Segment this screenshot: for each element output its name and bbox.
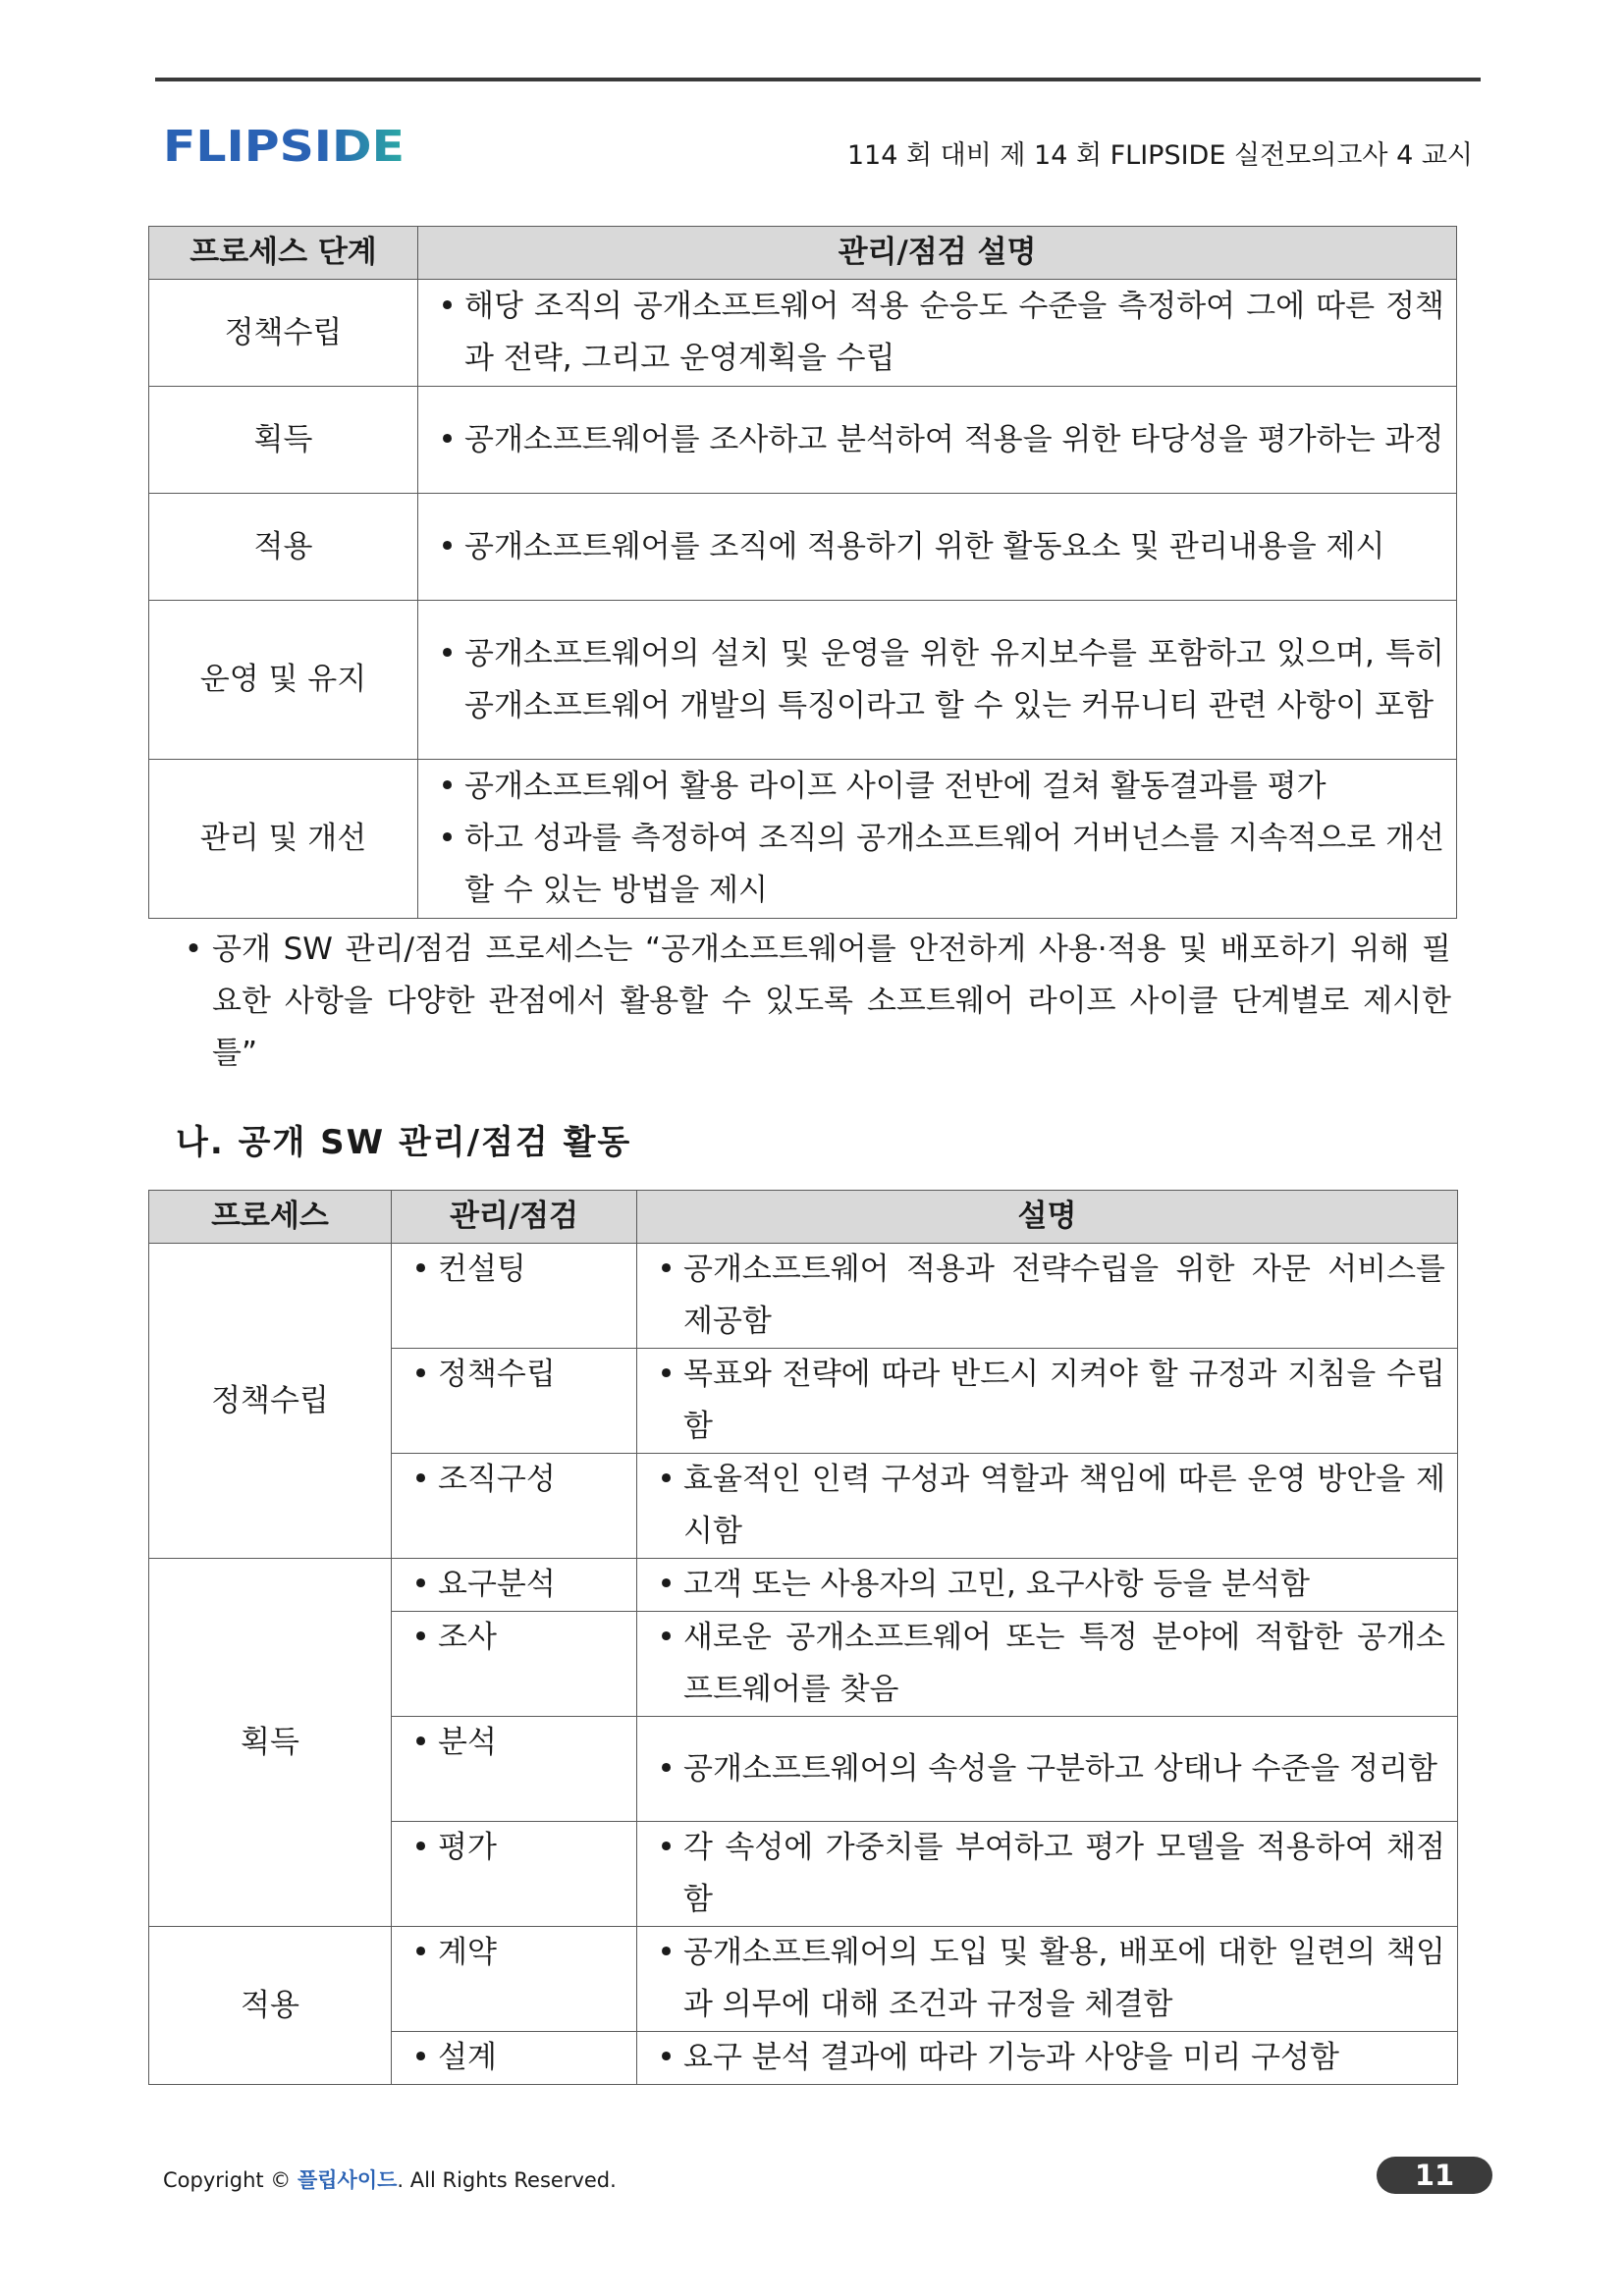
table-header-explanation: 설명 <box>637 1191 1458 1244</box>
explanation-cell: • 고객 또는 사용자의 고민, 요구사항 등을 분석함 <box>637 1559 1458 1612</box>
process-stage-table <box>148 226 1457 919</box>
bullet-item: • 공개소프트웨어를 조직에 적용하기 위한 활동요소 및 관리내용을 제시 <box>438 528 1385 564</box>
activity-cell: • 컨설팅 <box>392 1244 637 1349</box>
table-row <box>149 1244 1458 1349</box>
brand-name: 플립사이드 <box>297 2168 398 2192</box>
explanation-cell: • 각 속성에 가중치를 부여하고 평가 모델을 적용하여 채점함 <box>637 1822 1458 1927</box>
bullet-icon: • <box>184 932 203 967</box>
description-cell <box>418 280 1457 387</box>
copyright-notice: Copyright © 플립사이드. All Rights Reserved. <box>163 2168 617 2192</box>
table-header-stage: 프로세스 단계 <box>149 227 418 280</box>
activity-cell: • 분석 <box>392 1717 637 1822</box>
explanation-cell: • 효율적인 인력 구성과 역할과 책임에 따른 운영 방안을 제시함 <box>637 1454 1458 1559</box>
explanation-cell: • 공개소프트웨어의 도입 및 활용, 배포에 대한 일련의 책임과 의무에 대해 조건과 규정을 체결함 <box>637 1927 1458 2032</box>
table-row <box>149 387 1457 494</box>
bullet-item: • 공개소프트웨어 활용 라이프 사이클 전반에 걸쳐 활동결과를 평가 <box>438 769 1326 804</box>
table-row <box>149 1559 1458 1612</box>
activity-cell: • 계약 <box>392 1927 637 2032</box>
explanation-cell: • 요구 분석 결과에 따라 기능과 사양을 미리 구성함 <box>637 2032 1458 2085</box>
bullet-item: • 공개소프트웨어를 조사하고 분석하여 적용을 위한 타당성을 평가하는 과정 <box>438 421 1444 457</box>
description-cell <box>418 601 1457 760</box>
table-row <box>149 760 1457 919</box>
activity-cell: • 조직구성 <box>392 1454 637 1559</box>
explanation-cell: • 목표와 전략에 따라 반드시 지켜야 할 규정과 지침을 수립함 <box>637 1349 1458 1454</box>
stage-cell: 획득 <box>149 387 418 494</box>
bullet-item: • 하고 성과를 측정하여 조직의 공개소프트웨어 거버넌스를 지속적으로 개선할 수 있는 방법을 제시 <box>438 821 1444 908</box>
explanation-cell: • 공개소프트웨어 적용과 전략수립을 위한 자문 서비스를 제공함 <box>637 1244 1458 1349</box>
process-definition-note: • 공개 SW 관리/점검 프로세스는 “공개소프트웨어를 안전하게 사용·적용 및 배포하기 위해 필요한 사항을 다양한 관점에서 활용할 수 있도록 소프트웨어 라이프 사이클 단계별로 제시한 틀” <box>175 924 1451 1080</box>
stage-cell: 적용 <box>149 494 418 601</box>
table-row <box>149 494 1457 601</box>
management-activity-table <box>148 1190 1458 2085</box>
activity-cell: • 정책수립 <box>392 1349 637 1454</box>
process-cell: 적용 <box>149 1927 392 2085</box>
activity-cell: • 평가 <box>392 1822 637 1927</box>
table-row <box>149 1927 1458 2032</box>
process-cell: 정책수립 <box>149 1244 392 1559</box>
table-header-process: 프로세스 <box>149 1191 392 1244</box>
activity-cell: • 조사 <box>392 1612 637 1717</box>
header-rule <box>155 78 1481 81</box>
page-number-badge: 11 <box>1377 2157 1492 2194</box>
explanation-cell: • 새로운 공개소프트웨어 또는 특정 분야에 적합한 공개소프트웨어를 찾음 <box>637 1612 1458 1717</box>
table-row <box>149 280 1457 387</box>
activity-cell: • 설계 <box>392 2032 637 2085</box>
exam-title: 114 회 대비 제 14 회 FLIPSIDE 실전모의고사 4 교시 <box>846 140 1473 171</box>
stage-cell: 운영 및 유지 <box>149 601 418 760</box>
description-cell <box>418 494 1457 601</box>
stage-cell: 정책수립 <box>149 280 418 387</box>
stage-cell: 관리 및 개선 <box>149 760 418 919</box>
description-cell <box>418 387 1457 494</box>
table-header-activity: 관리/점검 <box>392 1191 637 1244</box>
svg-text:FLIPSIDE: FLIPSIDE <box>163 124 405 169</box>
process-cell: 획득 <box>149 1559 392 1927</box>
flipside-logo <box>163 124 418 169</box>
explanation-cell: • 공개소프트웨어의 속성을 구분하고 상태나 수준을 정리함 <box>637 1717 1458 1822</box>
description-cell <box>418 760 1457 919</box>
table-header-description: 관리/점검 설명 <box>418 227 1457 280</box>
activity-cell: • 요구분석 <box>392 1559 637 1612</box>
section-title: 나. 공개 SW 관리/점검 활동 <box>176 1123 632 1162</box>
table-row <box>149 601 1457 760</box>
bullet-item: • 해당 조직의 공개소프트웨어 적용 순응도 수준을 측정하여 그에 따른 정책과 전략, 그리고 운영계획을 수립 <box>438 289 1444 376</box>
bullet-item: • 공개소프트웨어의 설치 및 운영을 위한 유지보수를 포함하고 있으며, 특히 공개소프트웨어 개발의 특징이라고 할 수 있는 커뮤니티 관련 사항이 포함 <box>438 635 1444 723</box>
